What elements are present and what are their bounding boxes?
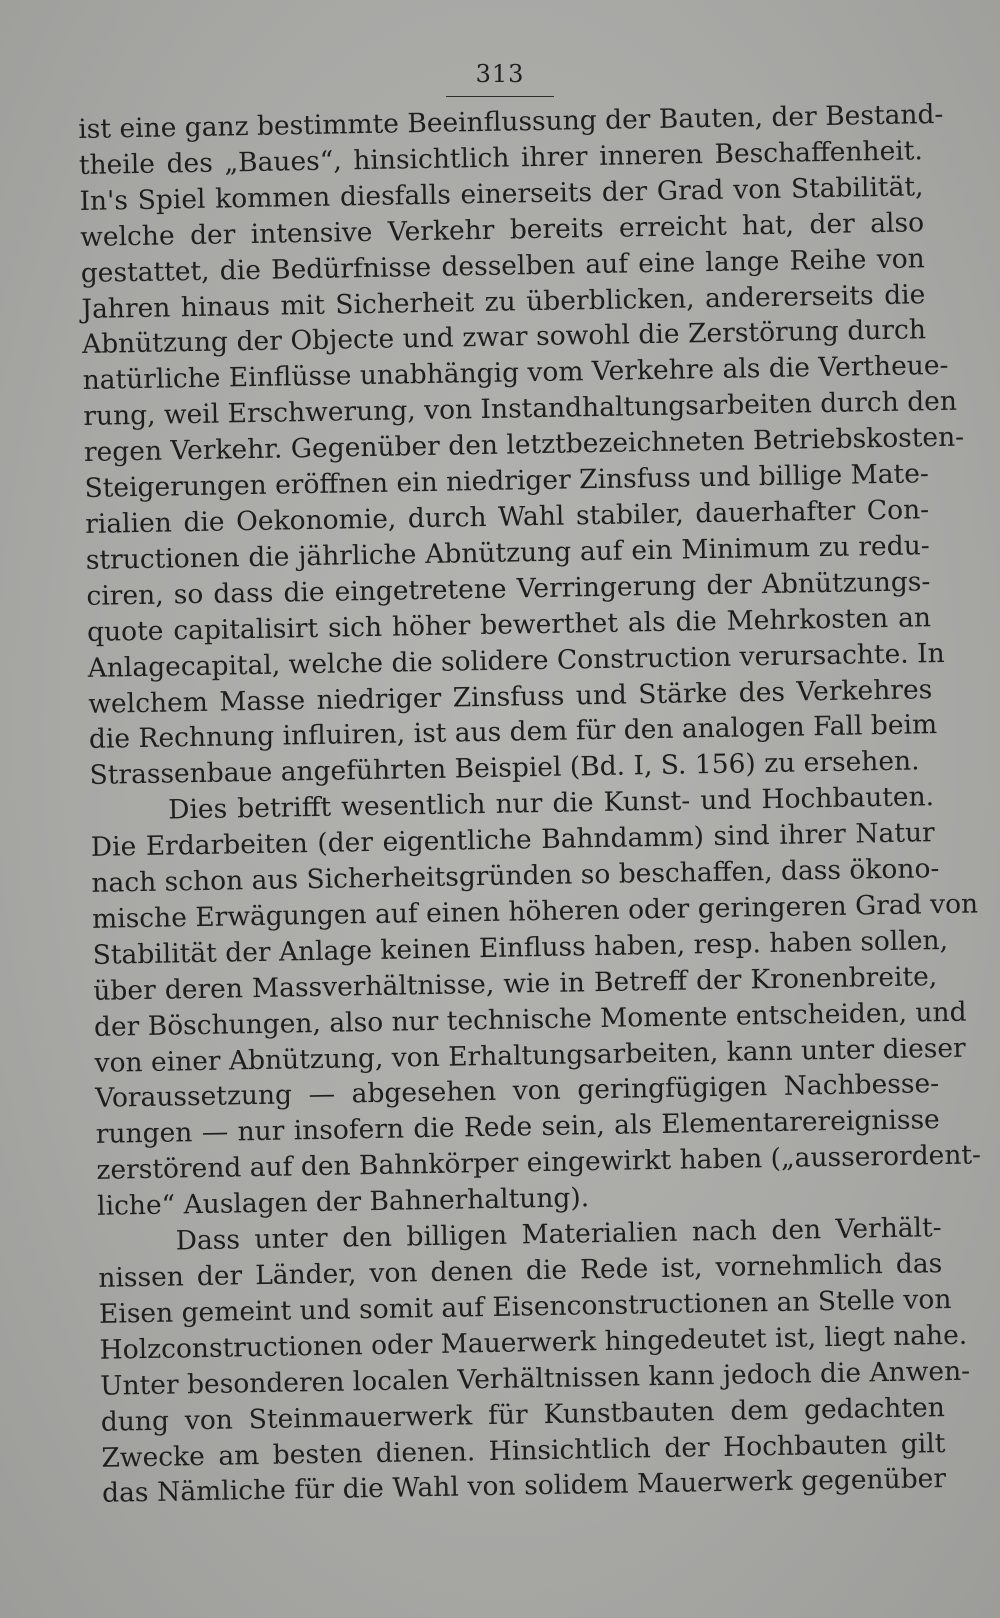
text-line: nissen der Länder, von denen die Rede ist, vornehmlich das <box>98 1248 943 1294</box>
text-line: über deren Massverhältnisse, wie in Betreff der Kronenbreite, <box>93 960 938 1007</box>
page-number: 313 <box>475 60 525 88</box>
text-line: Anlagecapital, welche die solidere Construction verursachte. In <box>87 637 945 684</box>
text-line: Dass unter den billigen Materialien nach den Verhält- <box>175 1212 942 1257</box>
body-text <box>78 97 982 1512</box>
text-line: gestattet, die Bedürfnisse desselben auf eine lange Reihe von <box>80 242 925 289</box>
text-line: structionen die jährliche Abnützung auf ein Minimum zu redu- <box>85 530 930 576</box>
text-line: Steigerungen eröffnen ein niedriger Zinsfuss und billige Mate- <box>84 458 930 505</box>
paragraph <box>97 1210 971 1512</box>
page-number-rule <box>446 96 554 97</box>
paragraph <box>78 97 965 794</box>
text-line: das Nämliche für die Wahl von solidem Mauerwerk gegenüber <box>101 1463 947 1510</box>
text-line: Voraussetzung — abgesehen von geringfügigen Nachbesse- <box>94 1068 940 1115</box>
text-line: liche“ Auslagen der Bahnerhaltung). <box>96 1182 590 1223</box>
text-line: rung, weil Erschwerung, von Instandhaltungsarbeiten durch den <box>83 385 958 433</box>
text-line: zerstörend auf den Bahnkörper eingewirkt haben („ausserordent- <box>96 1139 982 1187</box>
text-line: Zwecke am besten dienen. Hinsichtlich der Hochbauten gilt <box>101 1427 946 1474</box>
text-line: Holzconstructionen oder Mauerwerk hingedeutet ist, liegt nahe. <box>99 1319 968 1366</box>
text-line: ciren, so dass die eingetretene Verringerung der Abnützungs- <box>86 565 931 612</box>
text-line: quote capitalisirt sich höher bewerthet als die Mehrkosten an <box>86 601 932 648</box>
text-line: Unter besonderen localen Verhältnissen kann jedoch die Anwen- <box>99 1355 971 1402</box>
text-line: Stabilität der Anlage keinen Einfluss haben, resp. haben sollen, <box>92 924 949 971</box>
text-line: rialien die Oekonomie, durch Wahl stabiler, dauerhafter Con- <box>84 494 930 540</box>
text-line: Dies betrifft wesentlich nur die Kunst- und Hochbauten. <box>167 781 935 826</box>
text-line: Eisen gemeint und somit auf Eisenconstructionen an Stelle von <box>98 1283 952 1330</box>
text-line: Die Erdarbeiten (der eigentliche Bahndamm) sind ihrer Natur <box>90 817 935 864</box>
text-line: nach schon aus Sicherheitsgründen so beschaffen, dass ökono- <box>91 853 940 899</box>
text-line: Jahren hinaus mit Sicherheit zu überblicken, andererseits die <box>81 278 926 325</box>
text-line: Strassenbaue angeführten Beispiel (Bd. I, S. 156) zu ersehen. <box>89 745 920 792</box>
text-line: natürliche Einflüsse unabhängig vom Verkehre als die Vertheue- <box>82 350 949 397</box>
text-line: Abnützung der Objecte und zwar sowohl die Zerstörung durch <box>81 314 927 361</box>
text-line: welchem Masse niedriger Zinsfuss und Stärke des Verkehres <box>88 673 933 720</box>
paragraph <box>90 779 982 1225</box>
text-line: regen Verkehr. Gegenüber den letztbezeichneten Betriebskosten- <box>83 421 965 469</box>
text-line: rungen — nur insofern die Rede sein, als Elementarereignisse <box>95 1104 940 1151</box>
text-line: In's Spiel kommen diesfalls einerseits der Grad von Stabilität, <box>79 171 924 217</box>
text-line: der Böschungen, also nur technische Momente entscheiden, und <box>93 996 967 1043</box>
text-line: die Rechnung influiren, ist aus dem für den analogen Fall beim <box>88 709 938 756</box>
text-line: dung von Steinmauerwerk für Kunstbauten dem gedachten <box>100 1391 946 1438</box>
text-line: von einer Abnützung, von Erhaltungsarbeiten, kann unter dieser <box>94 1032 966 1079</box>
text-line: welche der intensive Verkehr bereits erreicht hat, der also <box>79 206 925 253</box>
text-line: ist eine ganz bestimmte Beeinflussung der Bauten, der Bestand- <box>78 98 944 145</box>
text-line: theile des „Baues“, hinsichtlich ihrer inneren Beschaffenheit. <box>78 135 924 181</box>
text-line: mische Erwägungen auf einen höheren oder geringeren Grad von <box>91 888 979 935</box>
